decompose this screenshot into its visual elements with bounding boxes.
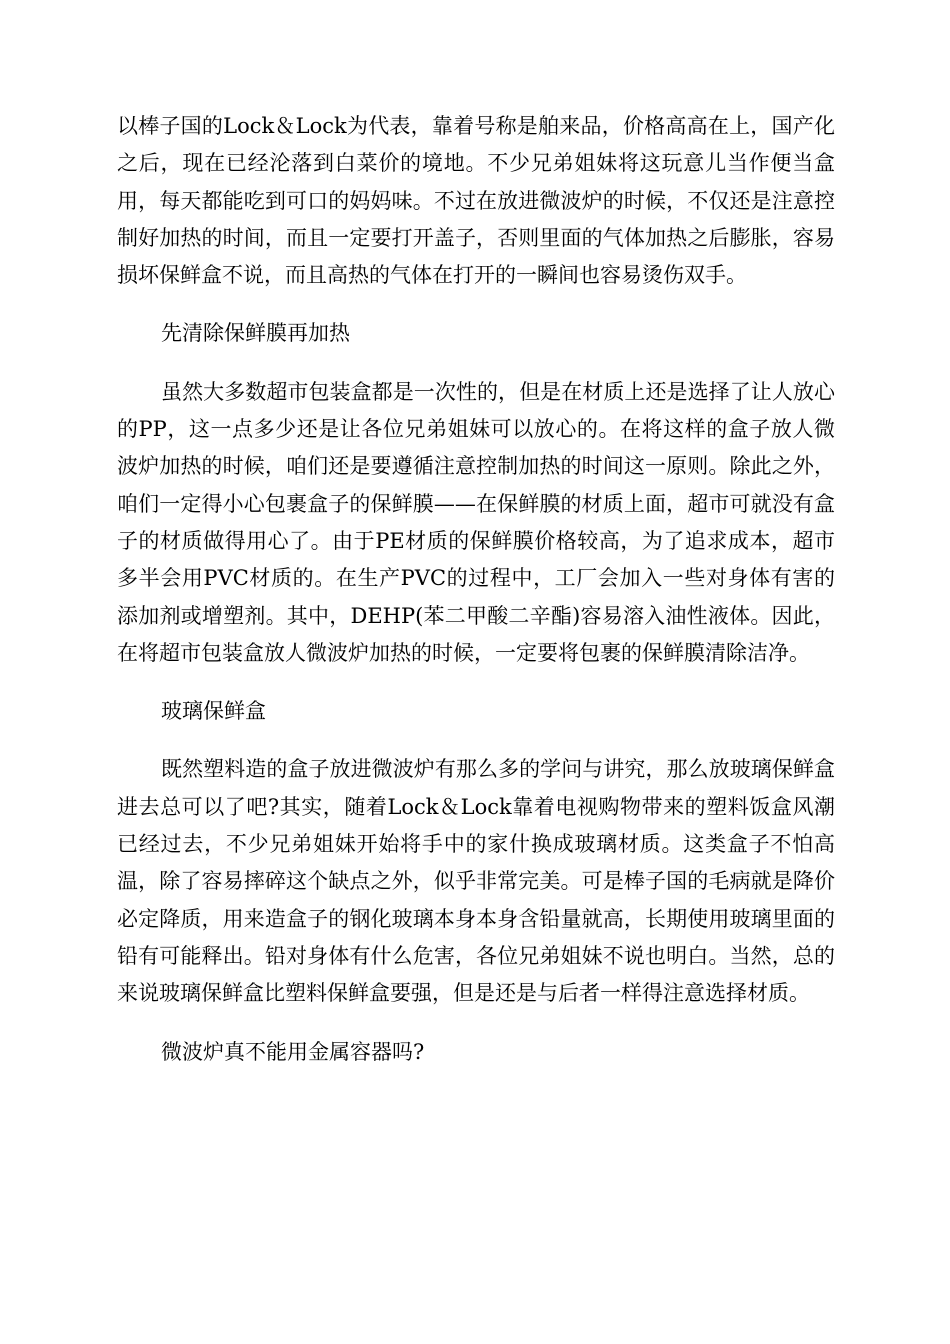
heading-remove-film: 先清除保鲜膜再加热 xyxy=(161,321,350,346)
paragraph-lock-and-lock: 以棒子国的Lock＆Lock为代表，靠着号称是舶来品，价格高高在上，国产化之后，现在已经沦落到白菜价的境地。不少兄弟姐妹将这玩意儿当作便当盒用，每天都能吃到可口的妈妈味。不过在放进微波炉的时候，不仅还是注意控制好加热的时间，而且一定要打开盖子，否则里面的气体加热之后膨胀，容易损坏保鲜盒不说，而且高热的气体在打开的一瞬间也容易烫伤双手。 xyxy=(117,114,835,288)
heading-glass-box: 玻璃保鲜盒 xyxy=(161,699,266,724)
heading-metal-container: 微波炉真不能用金属容器吗? xyxy=(161,1039,425,1064)
paragraph-glass-box: 既然塑料造的盒子放进微波炉有那么多的学问与讲究，那么放玻璃保鲜盒进去总可以了吧?其实，随着Lock＆Lock靠着电视购物带来的塑料饭盒风潮已经过去，不少兄弟姐妹开始将手中的家什换成玻璃材质。这类盒子不怕高温，除了容易摔碎这个缺点之外，似乎非常完美。可是棒子国的毛病就是降价必定降质，用来造盒子的钢化玻璃本身本身含铅量就高，长期使用玻璃里面的铅有可能释出。铅对身体有什么危害，各位兄弟姐妹不说也明白。当然，总的来说玻璃保鲜盒比塑料保鲜盒要强，但是还是与后者一样得注意选择材质。 xyxy=(117,757,835,1006)
paragraph-supermarket-box: 虽然大多数超市包装盒都是一次性的，但是在材质上还是选择了让人放心的PP，这一点多少还是让各位兄弟姐妹可以放心的。在将这样的盒子放人微波炉加热的时候，咱们还是要遵循注意控制加热的时间这一原则。除此之外，咱们一定得小心包裹盒子的保鲜膜——在保鲜膜的材质上面，超市可就没有盒子的材质做得用心了。由于PE材质的保鲜膜价格较高，为了追求成本，超市多半会用PVC材质的。在生产PVC的过程中，工厂会加入一些对身体有害的添加剂或增塑剂。其中，DEHP(苯二甲酸二辛酯)容易溶入油性液体。因此，在将超市包装盒放人微波炉加热的时候，一定要将包裹的保鲜膜清除洁净。 xyxy=(117,379,835,665)
document-body xyxy=(117,108,835,1071)
